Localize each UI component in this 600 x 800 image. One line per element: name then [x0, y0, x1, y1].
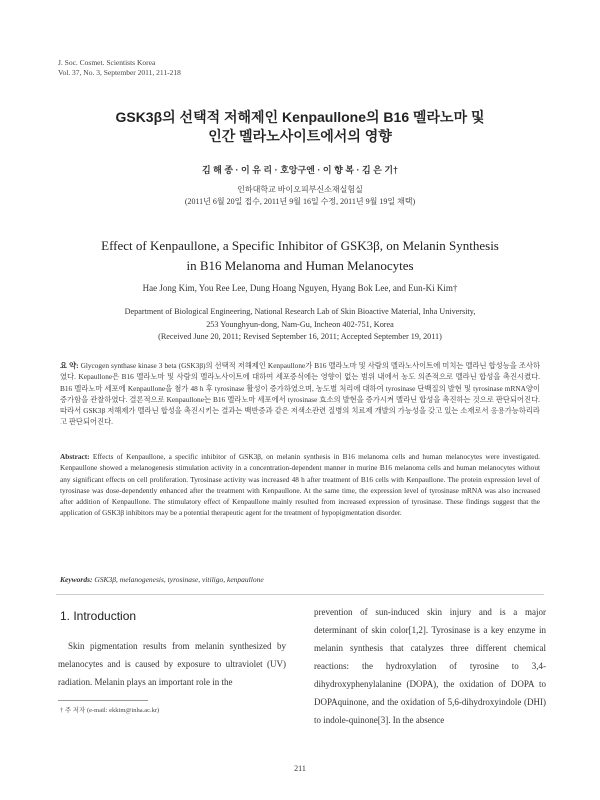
introduction-left-column: Skin pigmentation results from melanin synthesized by melanocytes and is caused by exposure to ultraviolet (UV) radiation. Melanin plays an important role in the — [58, 641, 286, 687]
english-title-line1: Effect of Kenpaullone, a Specific Inhibitor of GSK3β, on Melanin Synthesis — [101, 238, 499, 253]
korean-abstract-text: Glycogen synthase kinase 3 beta (GSK3β)의 선택적 저해제인 Kenpaullone가 B16 멜라노마 및 사람의 멜라노사이트에 미치는 멜라닌 합성능을 조사하였다. Kepaullone은 B16 멜라노마 및 사람의 멜라노사이트에 대하여 세포증식에는 영향이 없는 범위 내에서 농도 의존적으로 멜라닌 합성을 촉진시켰다. B16 멜라노마 세포에 Kenpaullone을 첨가 48 h 후 tyrosinase 활성이 증가하였으며, 농도별 처리에 대하여 tyrosinase 단백질의 발현 및 tyrosinase mRNA양이 증가함을 관찰하였다. 결론적으로 Kenpaullone는 B16 멜라노마 세포에서 tyrosinase 효소의 발현을 증가시켜 멜라닌 합성을 촉진하는 것으로 판단되어진다. 따라서 GSK3β 저해제가 멜라닌 합성을 촉진시키는 결과는 백반증과 같은 저색소관련 질병의 치료제 개발의 가능성을 갖고 있는 소재로서 응용가능하리라고 판단되어진다. — [60, 361, 540, 427]
english-abstract — [60, 451, 540, 519]
journal-volume: Vol. 37, No. 3, September 2011, 211-218 — [58, 68, 181, 77]
english-dates: (Received June 20, 2011; Revised September 16, 2011; Accepted September 19, 2011) — [158, 332, 442, 341]
keywords-text: GSK3β, melanogenesis, tyrosinase, vitiligo, kenpaullone — [94, 575, 264, 584]
section-divider — [56, 594, 544, 595]
english-authors: Hae Jong Kim, You Ree Lee, Dung Hoang Nguyen, Hyang Bok Lee, and Eun-Ki Kim† — [142, 283, 458, 293]
footnote-divider — [58, 700, 148, 701]
english-abstract-text: Effects of Kenpaullone, a specific inhibitor of GSK3β, on melanin synthesis in B16 melanoma cells and human melanocytes were investigated. Kenpaullone showed a melanogenesis stimulation activity in a concentration-dependent manner in murine B16 melanoma cells and human melanocytes without any significant effects on cell proliferation. Tyrosinase activity was increased 48 h after treatment of B16 cells with Kenpaullone. The protein expression level of tyrosinase was dose-dependently enhanced after the treatment with Kenpaullone. At the same time, the expression level of tyrosinase mRNA was also increased after addition of Kenpaullone. The stimulatory effect of Kenpaullone mainly resulted from increased expression of tyrosinase. These findings suggest that the application of GSK3β inhibitors may be a potential therapeutic agent for the treatment of hypopigmentation disorder. — [60, 452, 540, 518]
english-title-line2: in B16 Melanoma and Human Melanocytes — [186, 258, 414, 273]
korean-title-line2: 인간 멜라노사이트에서의 영향 — [208, 128, 392, 144]
corresponding-author-footnote: † 주 저자 (e-mail: ekkim@inha.ac.kr) — [60, 707, 160, 714]
english-abstract-label: Abstract: — [60, 452, 90, 461]
korean-authors: 김 해 종 · 이 유 리 · 호앙구엔 · 이 향 복 · 김 은 기† — [201, 165, 399, 175]
english-affiliation-line1: Department of Biological Engineering, National Research Lab of Skin Bioactive Material, Inha University, — [124, 307, 476, 316]
korean-title-line1: GSK3β의 선택적 저해제인 Kenpaullone의 B16 멜라노마 및 — [115, 109, 485, 125]
korean-abstract — [60, 360, 540, 428]
english-affiliation — [60, 306, 540, 344]
introduction-heading: 1. Introduction — [60, 609, 137, 623]
english-title — [50, 236, 550, 276]
korean-dates: (2011년 6월 20일 접수, 2011년 9월 16일 수정, 2011년 9월 19일 채택) — [184, 197, 416, 206]
keywords-label: Keywords: — [60, 575, 93, 584]
keywords — [60, 575, 540, 584]
korean-title — [60, 108, 540, 146]
introduction-right-column: prevention of sun-induced skin injury and is a major determinant of skin color[1,2]. Tyrosinase is a key enzyme in melanin synthesis that catalyzes three different chemical reactions: the hydroxylation of tyrosine to 3,4-dihydroxyphenylalanine (DOPA), the oxidation of DOPA to DOPAquinone, and the oxidation of 5,6-dihydroxyindole (DHI) to indole-quinone[3]. In the absence — [314, 607, 546, 725]
korean-abstract-label: 요 약: — [60, 361, 79, 370]
korean-affiliation-name: 인하대학교 바이오피부신소재실험실 — [237, 185, 363, 194]
journal-name: J. Soc. Cosmet. Scientists Korea — [58, 58, 156, 67]
korean-affiliation — [60, 184, 540, 208]
journal-header — [58, 58, 181, 78]
page-number: 211 — [294, 764, 306, 773]
english-affiliation-line2: 253 Younghyun-dong, Nam-Gu, Incheon 402-751, Korea — [206, 319, 394, 329]
